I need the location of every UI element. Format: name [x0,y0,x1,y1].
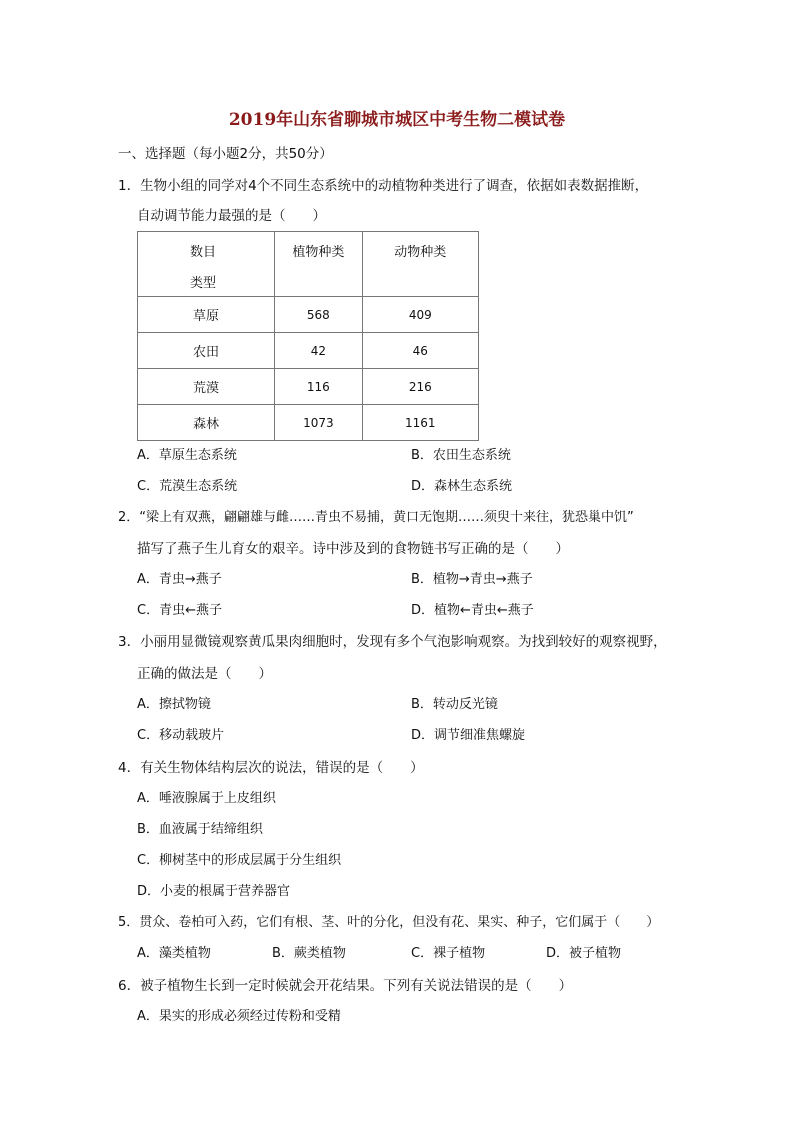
q1-option-c[interactable]: C．荒漠生态系统 [137,479,238,494]
table-cell-plant: 568 [275,297,363,333]
table-cell-type: 农田 [138,333,275,369]
table-row [138,297,479,333]
question-1-text: 1．生物小组的同学对4个不同生态系统中的动植物种类进行了调查，依据如表数据推断， [118,178,649,194]
q2-option-d[interactable]: D．植物←青虫←燕子 [411,603,534,618]
q4-option-d[interactable]: D．小麦的根属于营养器官 [137,884,291,899]
table-cell-animal: 1161 [362,405,478,441]
question-6-text: 6．被子植物生长到一定时候就会开花结果。下列有关说法错误的是（ ） [118,978,573,994]
q1-option-a[interactable]: A．草原生态系统 [137,448,237,463]
q4-option-b[interactable]: B．血液属于结缔组织 [137,822,263,837]
question-2-text: 2．“梁上有双燕，翩翩雄与雌……青虫不易捕，黄口无饱期……须臾十来往，犹恐巢中饥” [118,510,634,525]
q3-option-b[interactable]: B．转动反光镜 [411,697,498,712]
q3-option-d[interactable]: D．调节细准焦螺旋 [411,728,526,743]
table-row [138,405,479,441]
exam-title: 2019年山东省聊城市城区中考生物二模试卷 [228,110,566,130]
question-3-text: 3．小丽用显微镜观察黄瓜果肉细胞时，发现有多个气泡影响观察。为找到较好的观察视野， [118,634,667,650]
q4-option-c[interactable]: C．柳树茎中的形成层属于分生组织 [137,853,342,868]
question-4-text: 4．有关生物体结构层次的说法，错误的是（ ） [118,760,424,776]
table-header-plant: 植物种类 [275,232,363,297]
q5-option-a[interactable]: A．藻类植物 [137,946,211,961]
table-cell-animal: 409 [362,297,478,333]
q5-option-c[interactable]: C．裸子植物 [411,946,486,961]
table-cell-plant: 1073 [275,405,363,441]
table-row [138,369,479,405]
q5-option-d[interactable]: D．被子植物 [546,946,622,961]
table-cell-plant: 116 [275,369,363,405]
question-5-text: 5．贯众、卷柏可入药，它们有根、茎、叶的分化，但没有花、果实、种子，它们属于（ ） [118,915,660,930]
table-cell-type: 荒漠 [138,369,275,405]
table-cell-plant: 42 [275,333,363,369]
q3-option-c[interactable]: C．移动载玻片 [137,728,225,743]
table-cell-animal: 216 [362,369,478,405]
q2-option-c[interactable]: C．青虫←燕子 [137,603,222,618]
table-cell-type: 森林 [138,405,275,441]
table-header-animal: 动物种类 [362,232,478,297]
q2-option-b[interactable]: B．植物→青虫→燕子 [411,572,533,587]
q1-option-d[interactable]: D．森林生态系统 [411,479,513,494]
q6-option-a[interactable]: A．果实的形成必须经过传粉和受精 [137,1009,341,1024]
table-row [138,333,479,369]
table-header-diagonal-cell [138,232,275,297]
table-header-row [138,232,479,297]
q4-option-a[interactable]: A．唾液腺属于上皮组织 [137,791,276,806]
question-2-text-cont: 描写了燕子生儿育女的艰辛。诗中涉及到的食物链书写正确的是（ ） [137,541,569,557]
table-header-count: 数目 [190,245,217,260]
q2-option-a[interactable]: A．青虫→燕子 [137,572,222,587]
table-header-type: 类型 [190,276,217,291]
q5-option-b[interactable]: B．蕨类植物 [272,946,346,961]
question-1-text-cont: 自动调节能力最强的是（ ） [137,208,326,224]
table-cell-type: 草原 [138,297,275,333]
question-3-text-cont: 正确的做法是（ ） [137,666,272,682]
section-heading: 一、选择题（每小题2分，共50分） [118,146,333,162]
table-cell-animal: 46 [362,333,478,369]
q3-option-a[interactable]: A．擦拭物镜 [137,697,211,712]
ecosystem-table [137,231,479,441]
q1-option-b[interactable]: B．农田生态系统 [411,448,511,463]
